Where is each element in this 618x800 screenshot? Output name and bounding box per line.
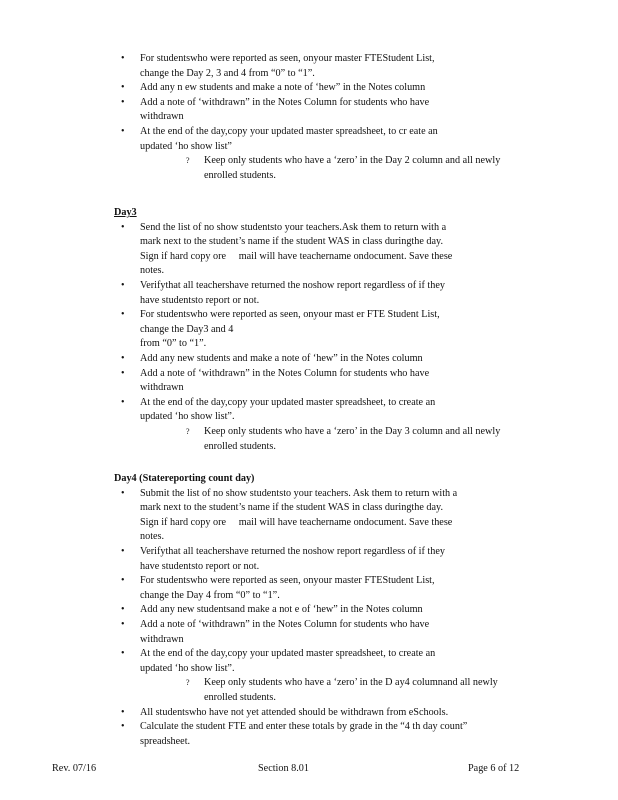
bullet-item-line: updated ‘ho show list” <box>140 140 232 152</box>
bullet-item <box>114 279 562 308</box>
bullet-item <box>114 81 562 96</box>
bullet-item-line: mark next to the student’s name if the student WAS in class duringthe day. <box>140 236 444 248</box>
sub-bullet-line: Keep only students who have a ‘zero’ in the Day 2 column and all newly <box>204 155 501 167</box>
bullet-item <box>114 618 562 647</box>
day3-section <box>114 206 562 454</box>
sub-bullet-list <box>140 154 562 183</box>
sub-bullet-marker-icon: ? <box>186 156 190 166</box>
bullet-item-line: change the Day 4 from “0” to “1”. <box>140 589 280 601</box>
bullet-item <box>114 574 562 603</box>
bullet-item-line: • Add any new studentsand make a not e of ‘hew” in the Notes column <box>140 604 423 616</box>
bullet-item-line: updated ‘ho show list”. <box>140 411 235 423</box>
bullet-item <box>114 706 562 721</box>
bullet-item-line: mark next to the student’s name if the student WAS in class duringthe day. <box>140 502 444 514</box>
bullet-item-line: updated ‘ho show list”. <box>140 662 235 674</box>
day3-bullet-list <box>114 221 562 455</box>
bullet-item-line: • All studentswho have not yet attended should be withdrawn from eSchools. <box>140 706 449 718</box>
sub-bullet-line: enrolled students. <box>204 169 276 181</box>
bullet-item-line: change the Day3 and 4 <box>140 323 234 335</box>
bullet-item-line: • Add any new students and make a note of ‘hew” in the Notes column <box>140 352 423 364</box>
sub-bullet-list <box>140 425 562 454</box>
bullet-item <box>114 367 562 396</box>
sub-bullet-line: Keep only students who have a ‘zero’ in the Day 3 column and all newly <box>204 425 501 437</box>
bullet-item-line: from “0” to “1”. <box>140 338 207 350</box>
day4-section <box>114 472 562 749</box>
intro-bullet-list <box>114 52 562 183</box>
bullet-item-line: • Add a note of ‘withdrawn” in the Notes Column for students who have <box>140 367 430 379</box>
bullet-item-line: withdrawn <box>140 111 184 123</box>
bullet-item-line: change the Day 2, 3 and 4 from “0” to “1”. <box>140 67 315 79</box>
bullet-item <box>114 647 562 705</box>
bullet-item <box>114 545 562 574</box>
bullet-item-line: Sign if hard copy ore mail will have teachername ondocument. Save these <box>140 516 453 528</box>
bullet-item <box>114 396 562 454</box>
footer-section: Section 8.01 <box>258 763 309 774</box>
footer-page-number: Page 6 of 12 <box>468 763 520 774</box>
page-footer <box>0 762 618 778</box>
bullet-item-line: • Submit the list of no show studentsto your teachers. Ask them to return with a <box>140 487 458 499</box>
bullet-item-line: • Add a note of ‘withdrawn” in the Notes Column for students who have <box>140 96 430 108</box>
bullet-item-line: • At the end of the day,copy your updated master spreadsheet, to create an <box>140 396 436 408</box>
bullet-item-line: • Verifythat all teachershave returned the noshow report regardless of if they <box>140 279 445 291</box>
bullet-item-line: • Send the list of no show studentsto your teachers.Ask them to return with a <box>140 221 447 233</box>
bullet-item-line: • At the end of the day,copy your updated master spreadsheet, to cr eate an <box>140 125 438 137</box>
bullet-item-line: notes. <box>140 265 165 277</box>
sub-bullet-item <box>140 425 562 454</box>
sub-bullet-marker-icon: ? <box>186 426 190 436</box>
day4-bullet-list <box>114 487 562 750</box>
day3-heading: Day3 <box>114 207 137 218</box>
bullet-item-line: withdrawn <box>140 382 184 394</box>
footer-revision: Rev. 07/16 <box>52 763 97 774</box>
sub-bullet-item <box>140 154 562 183</box>
bullet-item-line: have studentsto report or not. <box>140 560 260 572</box>
sub-bullet-line: enrolled students. <box>204 440 276 452</box>
bullet-item <box>114 720 562 749</box>
bullet-item <box>114 52 562 81</box>
intro-section <box>114 52 562 183</box>
sub-bullet-line: enrolled students. <box>204 691 276 703</box>
bullet-item-line: have studentsto report or not. <box>140 294 260 306</box>
bullet-item <box>114 96 562 125</box>
bullet-item-line: notes. <box>140 531 165 543</box>
day4-heading: Day4 (Statereporting count day) <box>114 473 255 484</box>
bullet-item-line: withdrawn <box>140 633 184 645</box>
bullet-item-line: • Calculate the student FTE and enter these totals by grade in the “4 th day count” <box>140 721 468 733</box>
bullet-item-line: • For studentswho were reported as seen, onyour master FTEStudent List, <box>140 575 435 587</box>
bullet-item-line: • For studentswho were reported as seen, onyour mast er FTE Student List, <box>140 309 440 321</box>
bullet-item <box>114 603 562 618</box>
bullet-item-line: • Add any n ew students and make a note of ‘hew” in the Notes column <box>140 82 426 94</box>
bullet-item <box>114 221 562 279</box>
bullet-item <box>114 487 562 545</box>
bullet-item-line: • Add a note of ‘withdrawn” in the Notes Column for students who have <box>140 618 430 630</box>
bullet-item-line: • Verifythat all teachershave returned the noshow report regardless of if they <box>140 545 445 557</box>
bullet-item <box>114 308 562 352</box>
bullet-item-line: Sign if hard copy ore mail will have teachername ondocument. Save these <box>140 250 453 262</box>
bullet-item <box>114 125 562 183</box>
sub-bullet-item <box>140 676 562 705</box>
bullet-item-line: • For studentswho were reported as seen, onyour master FTEStudent List, <box>140 53 435 64</box>
sub-bullet-list <box>140 676 562 705</box>
bullet-item-line: spreadsheet. <box>140 735 191 747</box>
bullet-item-line: • At the end of the day,copy your updated master spreadsheet, to create an <box>140 648 436 660</box>
sub-bullet-marker-icon: ? <box>186 678 190 688</box>
sub-bullet-line: Keep only students who have a ‘zero’ in the D ay4 columnand all newly <box>204 677 498 689</box>
bullet-item <box>114 352 562 367</box>
